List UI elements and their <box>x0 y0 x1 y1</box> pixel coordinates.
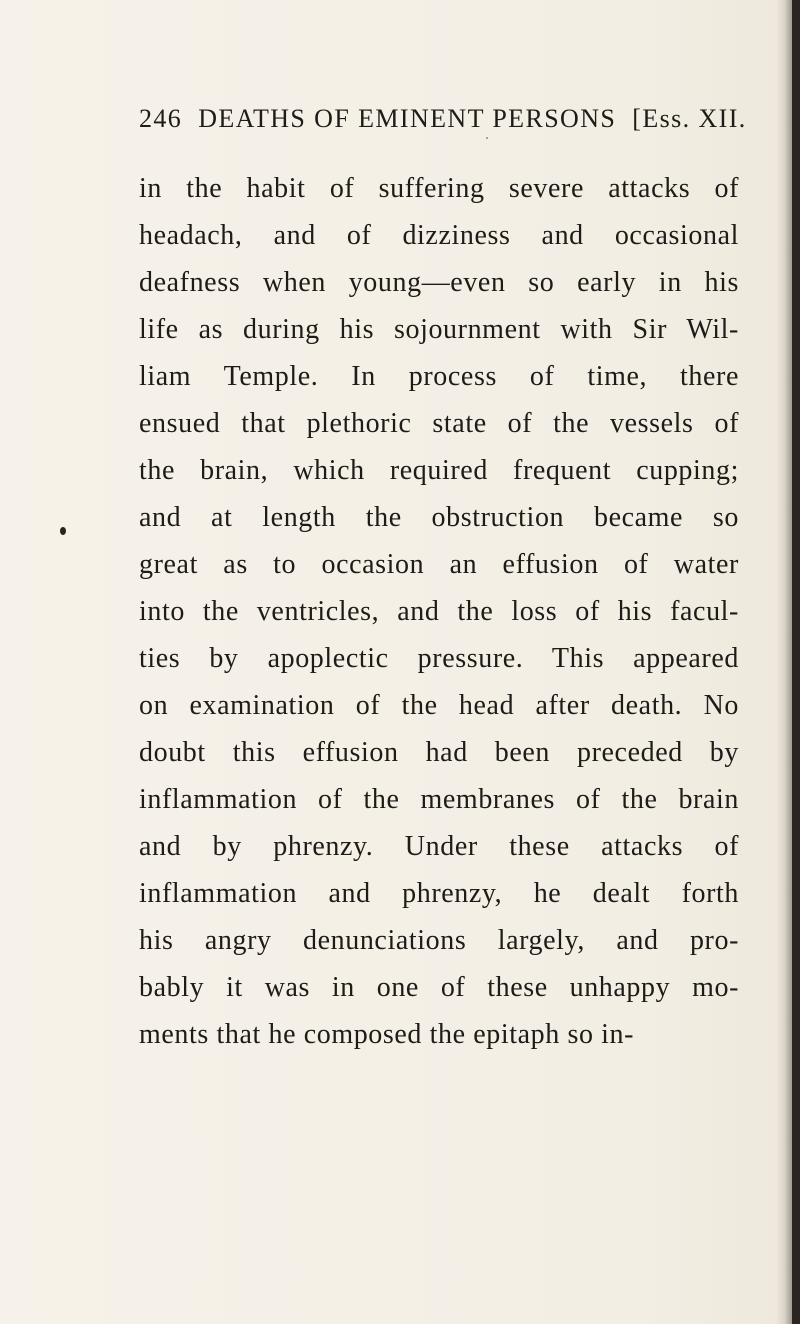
text-line: ments that he composed the epitaph so in- <box>139 1019 635 1050</box>
text-line: inflammation and phrenzy, he dealt forth <box>139 878 739 909</box>
text-line: inflammation of the membranes of the brain <box>139 784 739 815</box>
text-line: doubt this effusion had been preceded by <box>139 737 739 768</box>
section-label: [Ess. XII. <box>632 104 747 133</box>
text-line: life as during his sojournment with Sir Wil- <box>139 314 739 345</box>
text-line: liam Temple. In process of time, there <box>139 361 739 392</box>
text-line: on examination of the head after death. No <box>139 690 739 721</box>
text-line: in the habit of suffering severe attacks of <box>139 173 739 204</box>
text-line: and by phrenzy. Under these attacks of <box>139 831 739 862</box>
ink-speck <box>60 527 66 535</box>
text-line: and at length the obstruction became so <box>139 502 739 533</box>
text-line: headach, and of dizziness and occasional <box>139 220 739 251</box>
page-number: 246 <box>139 104 183 133</box>
running-head <box>139 104 747 140</box>
text-line: bably it was in one of these unhappy mo- <box>139 972 739 1003</box>
text-line: the brain, which required frequent cupping; <box>139 455 739 486</box>
text-line: into the ventricles, and the loss of his facul- <box>139 596 739 627</box>
text-line: his angry denunciations largely, and pro- <box>139 925 739 956</box>
binding-edge <box>792 0 800 1324</box>
text-line: great as to occasion an effusion of water <box>139 549 739 580</box>
running-title: DEATHS OF EMINENT PERSONS <box>198 104 617 133</box>
text-line: ensued that plethoric state of the vessels of <box>139 408 739 439</box>
text-line: deafness when young—even so early in his <box>139 267 739 298</box>
ink-speck <box>486 137 488 139</box>
body-text <box>139 165 739 1058</box>
text-line: ties by apoplectic pressure. This appeared <box>139 643 739 674</box>
